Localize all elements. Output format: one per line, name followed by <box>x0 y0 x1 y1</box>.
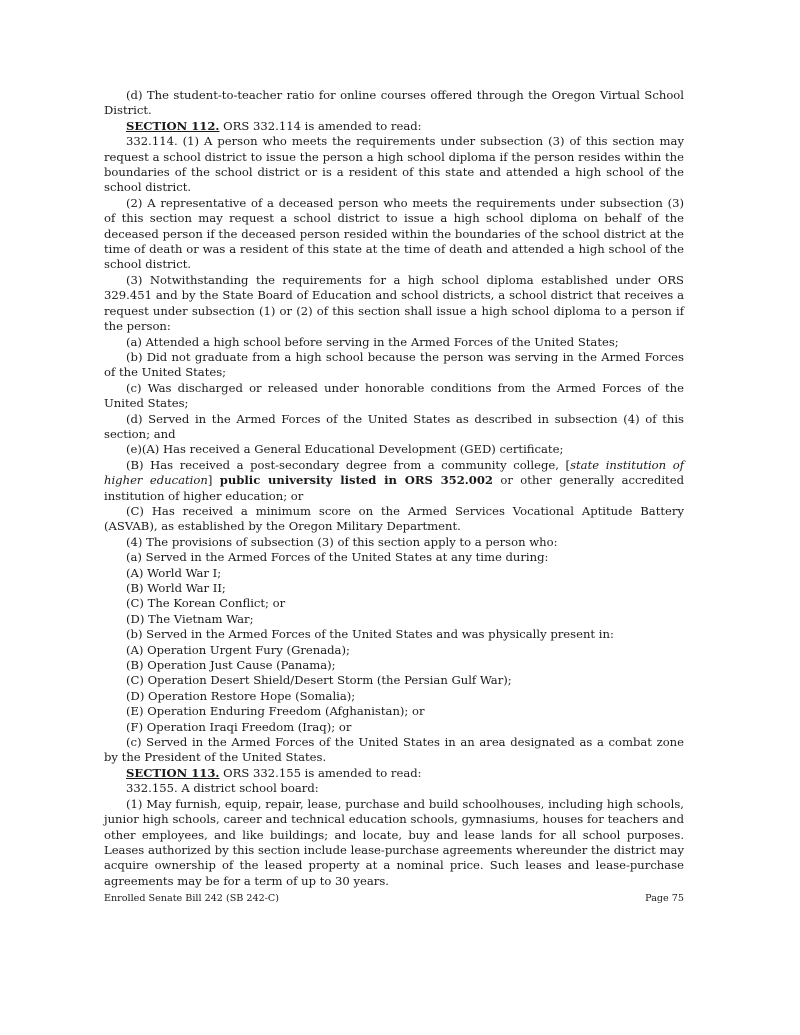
body-text <box>104 88 684 889</box>
section-heading: SECTION 113. ORS 332.155 is amended to read: <box>126 765 422 780</box>
paragraph: (C) The Korean Conflict; or <box>126 596 286 611</box>
paragraph: 332.155. A district school board: <box>126 781 319 796</box>
paragraph: (B) World War II; <box>126 581 226 595</box>
paragraph: (d) Served in the Armed Forces of the United States as described in subsection (4) of this section; and <box>104 411 684 441</box>
paragraph: (c) Was discharged or released under honorable conditions from the Armed Forces of the United States; <box>104 380 684 411</box>
paragraph: (1) May furnish, equip, repair, lease, purchase and build schoolhouses, including high schools, junior high schools, career and technical education schools, gymnasiums, houses for teachers and other employees, and like buildings; and locate, buy and lease lands for all school purposes. Leases authorized by this section include lease-purchase agreements whereunder the district may acquire ownership of the leased property at a nominal price. Such leases and lease-purchase agreements may be for a term of up to 30 years. <box>104 796 684 888</box>
paragraph: (a) Attended a high school before serving in the Armed Forces of the United States; <box>126 334 619 349</box>
paragraph: (b) Served in the Armed Forces of the United States and was physically present in: <box>126 627 614 642</box>
paragraph: (d) The student-to-teacher ratio for online courses offered through the Oregon Virtual School District. <box>104 88 684 118</box>
section-heading: SECTION 112. ORS 332.114 is amended to read: <box>126 118 422 133</box>
paragraph: (a) Served in the Armed Forces of the United States at any time during: <box>126 550 549 565</box>
paragraph: (2) A representative of a deceased person who meets the requirements under subsection (3) of this section may request a school district to issue a high school diploma on behalf of the deceased person if the deceased person resided within the boundaries of the school district at the time of death or was a resident of this state at the time of death and attended a high school of the school district. <box>104 195 684 272</box>
paragraph: (e)(A) Has received a General Educational Development (GED) certificate; <box>126 442 564 457</box>
deleted-text: state institution of higher education <box>104 457 684 488</box>
section-number: SECTION 113. <box>126 765 220 780</box>
paragraph: (A) Operation Urgent Fury (Grenada); <box>126 642 350 657</box>
page-footer <box>104 893 684 905</box>
paragraph: (B) Has received a post-secondary degree from a community college, [state institution of higher education] public university listed in ORS 352.002 or other generally accredited institution of higher education; or <box>104 457 684 503</box>
paragraph: (A) World War I; <box>126 565 222 580</box>
paragraph: (4) The provisions of subsection (3) of this section apply to a person who: <box>126 534 558 549</box>
paragraph: (D) Operation Restore Hope (Somalia); <box>126 688 356 703</box>
paragraph: (E) Operation Enduring Freedom (Afghanistan); or <box>126 704 425 719</box>
paragraph: (F) Operation Iraqi Freedom (Iraq); or <box>126 719 352 734</box>
paragraph: (D) The Vietnam War; <box>126 611 254 626</box>
section-number: SECTION 112. <box>126 118 220 133</box>
paragraph: (c) Served in the Armed Forces of the United States in an area designated as a combat zone by the President of the United States. <box>104 735 684 765</box>
paragraph: 332.114. (1) A person who meets the requirements under subsection (3) of this section may request a school district to issue the person a high school diploma if the person resides within the boundaries of the school district or is a resident of this state and attended a high school of the school district. <box>104 134 684 195</box>
paragraph: (b) Did not graduate from a high school because the person was serving in the Armed Forces of the United States; <box>104 349 684 380</box>
bill-identifier: Enrolled Senate Bill 242 (SB 242-C) <box>104 893 279 904</box>
page-number: Page 75 <box>645 893 684 904</box>
paragraph: (B) Operation Just Cause (Panama); <box>126 658 336 673</box>
paragraph: (C) Operation Desert Shield/Desert Storm (the Persian Gulf War); <box>126 673 512 688</box>
paragraph: (3) Notwithstanding the requirements for a high school diploma established under ORS 329.451 and by the State Board of Education and school districts, a school district that receives a request under subsection (1) or (2) of this section shall issue a high school diploma to a person if the person: <box>104 272 684 334</box>
inserted-text: public university listed in ORS 352.002 <box>219 473 494 488</box>
paragraph: (C) Has received a minimum score on the Armed Services Vocational Aptitude Battery (ASVAB), as established by the Oregon Military Department. <box>104 503 684 534</box>
